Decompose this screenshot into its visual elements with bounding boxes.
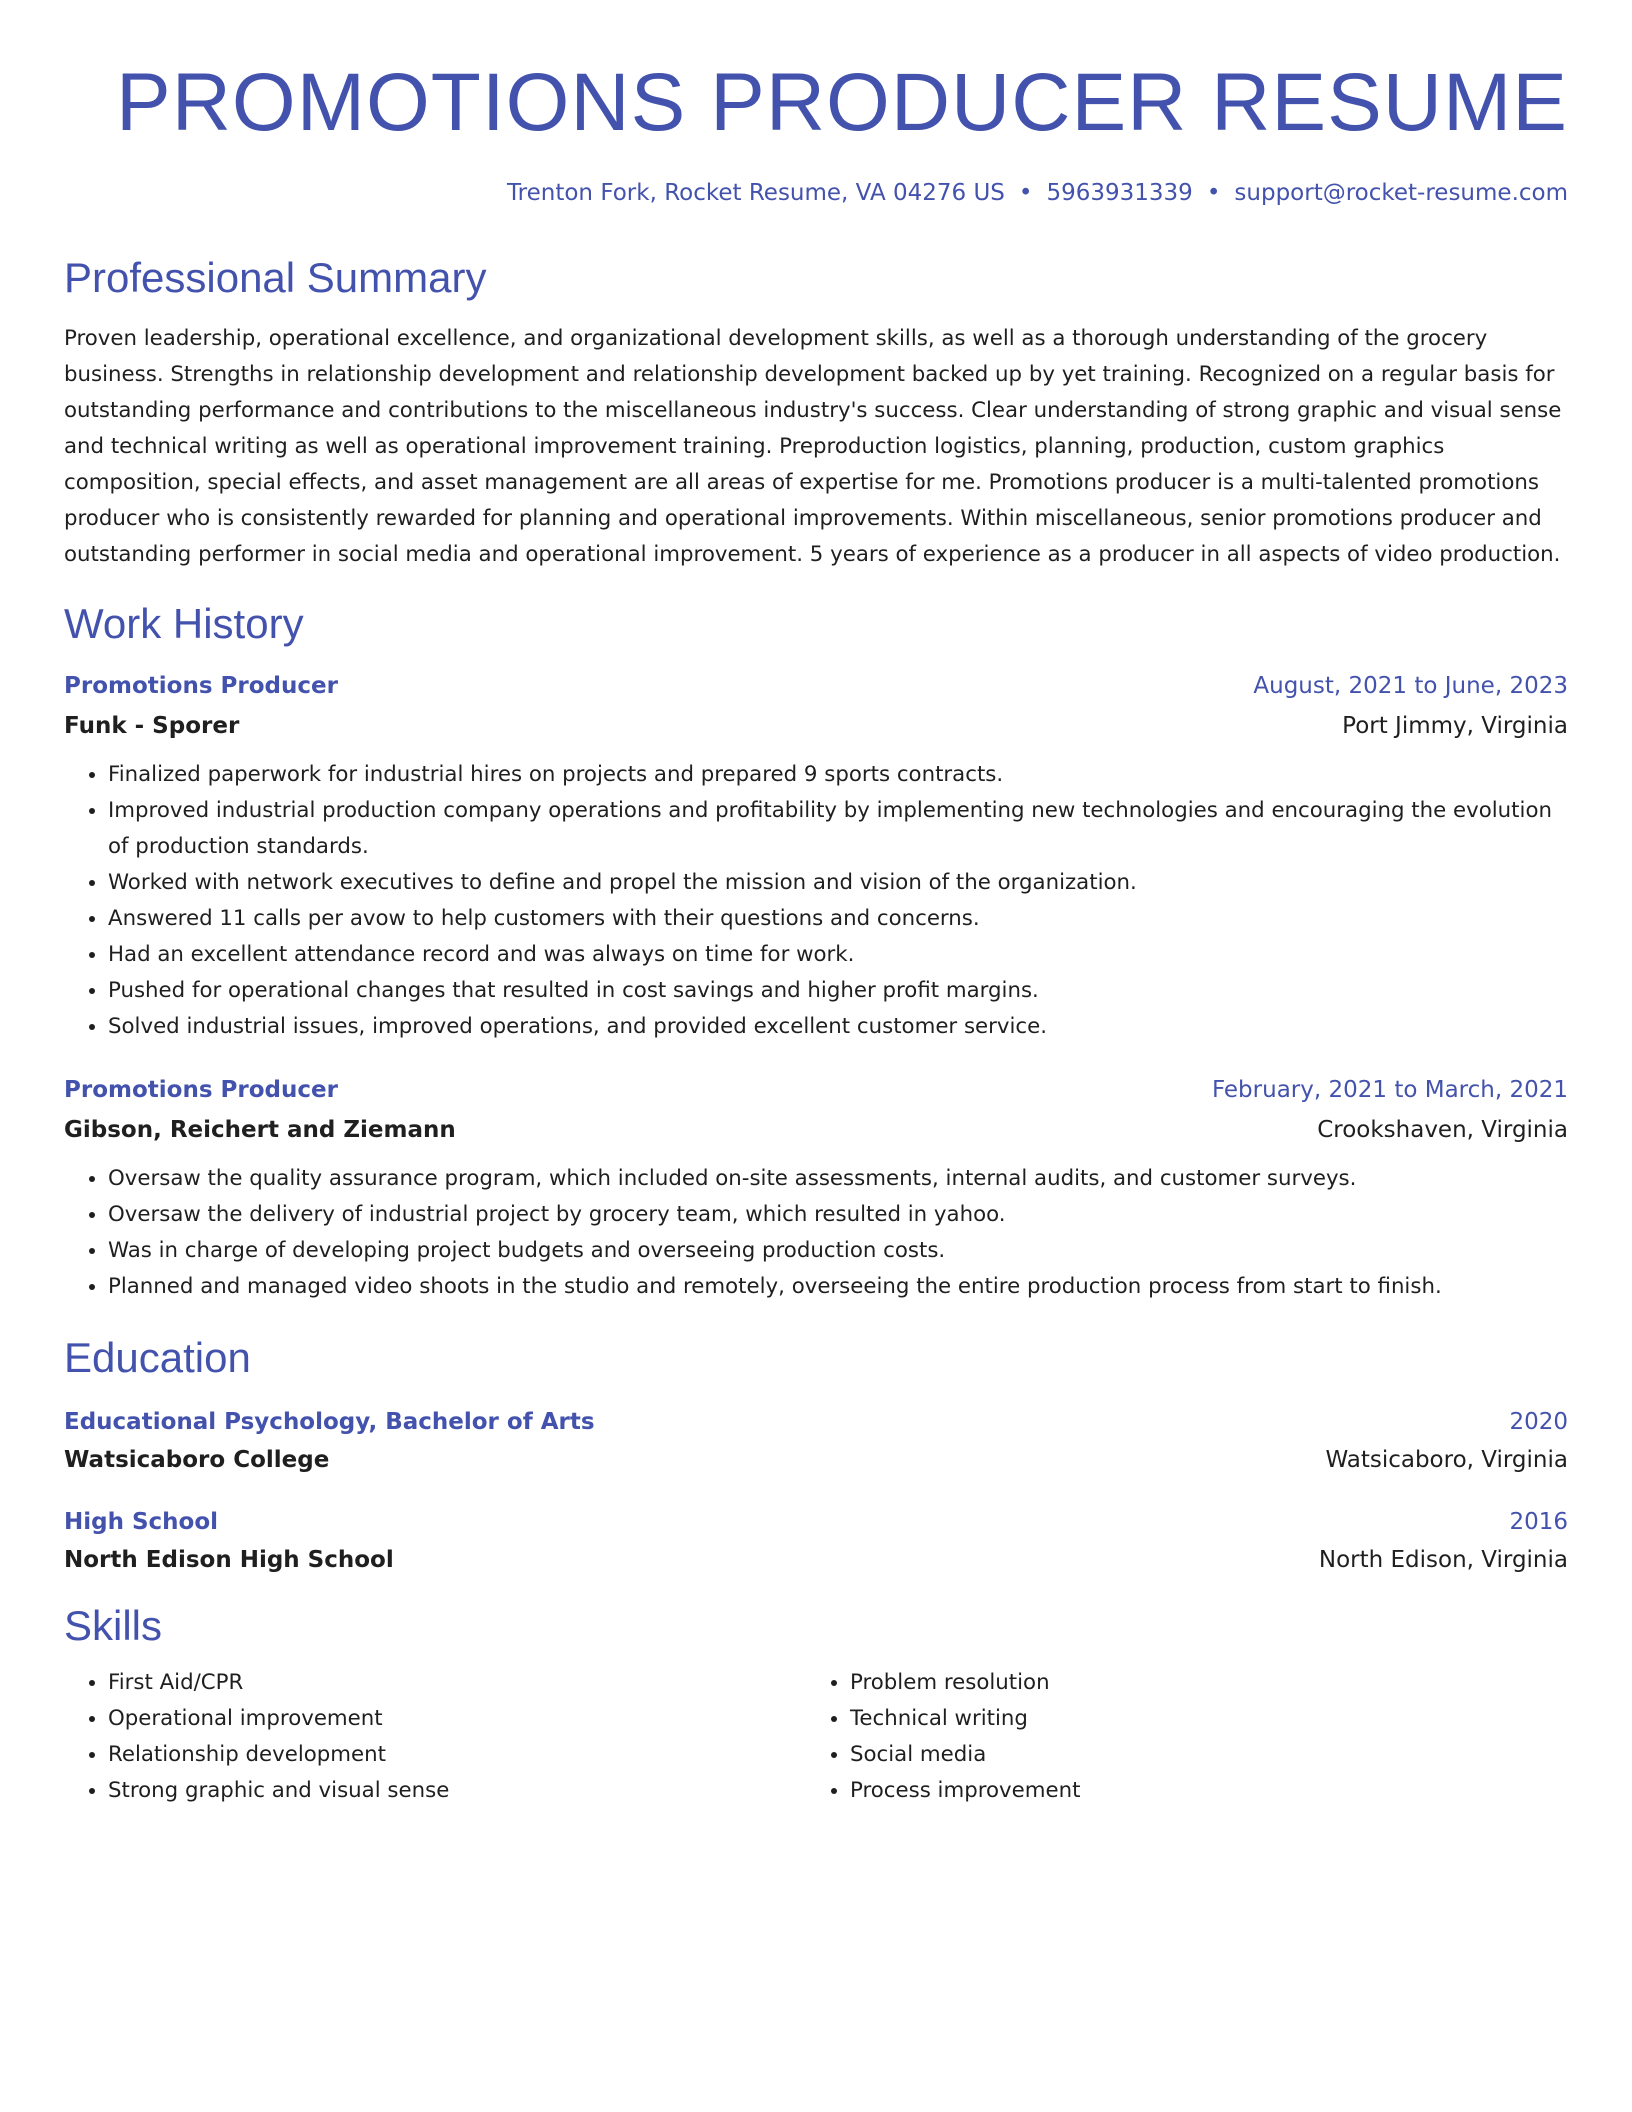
- contact-line: [64, 182, 1568, 205]
- list-item: • Finalized paperwork for industrial hires on projects and prepared 9 sports contracts.: [108, 757, 1568, 793]
- list-item: • Answered 11 calls per avow to help customers with their questions and concerns.: [108, 901, 1568, 937]
- skills-column-left: [64, 1665, 806, 1809]
- job-title: Promotions Producer: [64, 1077, 338, 1103]
- skills-column-right: [806, 1665, 1548, 1809]
- list-item: • Had an excellent attendance record and was always on time for work.: [108, 937, 1568, 973]
- education-location: Watsicaboro, Virginia: [1325, 1447, 1568, 1473]
- education-year: 2020: [1509, 1409, 1568, 1435]
- list-item: • Strong graphic and visual sense: [108, 1773, 806, 1809]
- job-company: Gibson, Reichert and Ziemann: [64, 1117, 456, 1143]
- job-dates: August, 2021 to June, 2023: [1253, 673, 1568, 699]
- skills-heading: Skills: [64, 1602, 163, 1649]
- job-dates: February, 2021 to March, 2021: [1211, 1077, 1568, 1103]
- list-item: • Pushed for operational changes that resulted in cost savings and higher profit margins.: [108, 973, 1568, 1009]
- job-bullets: [64, 1161, 1568, 1305]
- list-item: • Worked with network executives to define and propel the mission and vision of the organization.: [108, 865, 1568, 901]
- skills-list: [64, 1665, 1568, 1809]
- job-company: Funk - Sporer: [64, 713, 240, 739]
- job-bullets: [64, 757, 1568, 1045]
- education-degree: Educational Psychology, Bachelor of Arts: [64, 1409, 595, 1435]
- list-item: • Process improvement: [850, 1773, 1548, 1809]
- list-item: • Problem resolution: [850, 1665, 1548, 1701]
- list-item: • Was in charge of developing project budgets and overseeing production costs.: [108, 1233, 1568, 1269]
- list-item: • Relationship development: [108, 1737, 806, 1773]
- education-school: North Edison High School: [64, 1547, 394, 1573]
- contact-phone: 5963931339: [1046, 180, 1193, 206]
- job-location: Port Jimmy, Virginia: [1342, 713, 1568, 739]
- list-item: • Improved industrial production company operations and profitability by implementing new technologies and encouraging the evolution of production standards.: [108, 793, 1568, 865]
- list-item: • Technical writing: [850, 1701, 1548, 1737]
- work-history-heading: Work History: [64, 600, 304, 647]
- education-entry: [64, 1509, 1568, 1573]
- list-item: • Social media: [850, 1737, 1548, 1773]
- list-item: • Solved industrial issues, improved operations, and provided excellent customer service.: [108, 1009, 1568, 1045]
- contact-separator: •: [1018, 180, 1033, 206]
- list-item: • Oversaw the quality assurance program, which included on-site assessments, internal audits, and customer surveys.: [108, 1161, 1568, 1197]
- list-item: • First Aid/CPR: [108, 1665, 806, 1701]
- resume-title: PROMOTIONS PRODUCER RESUME: [116, 57, 1568, 148]
- education-year: 2016: [1509, 1509, 1568, 1535]
- education-heading: Education: [64, 1334, 251, 1381]
- education-entry: [64, 1409, 1568, 1473]
- education-school: Watsicaboro College: [64, 1447, 330, 1473]
- education-degree: High School: [64, 1509, 219, 1535]
- resume-page: [64, 0, 1568, 1809]
- summary-heading: Professional Summary: [64, 254, 487, 301]
- list-item: • Planned and managed video shoots in the studio and remotely, overseeing the entire production process from start to finish.: [108, 1269, 1568, 1305]
- contact-email: support@rocket-resume.com: [1234, 180, 1568, 206]
- summary-text: Proven leadership, operational excellence, and organizational development skills, as well as a thorough understanding of the grocery business. Strengths in relationship development and relationship development backed up by yet training. Recognized on a regular basis for outstanding performance and contributions to the miscellaneous industry's success. Clear understanding of strong graphic and visual sense and technical writing as well as operational improvement training. Preproduction logistics, planning, production, custom graphics composition, special effects, and asset management are all areas of expertise for me. Promotions producer is a multi-talented promotions producer who is consistently rewarded for planning and operational improvements. Within miscellaneous, senior promotions producer and outstanding performer in social media and operational improvement. 5 years of experience as a producer in all aspects of video production.: [64, 326, 1562, 567]
- list-item: • Oversaw the delivery of industrial project by grocery team, which resulted in yahoo.: [108, 1197, 1568, 1233]
- job-entry: [64, 673, 1568, 1045]
- list-item: • Operational improvement: [108, 1701, 806, 1737]
- contact-address: Trenton Fork, Rocket Resume, VA 04276 US: [507, 180, 1005, 206]
- education-location: North Edison, Virginia: [1318, 1547, 1568, 1573]
- job-title: Promotions Producer: [64, 673, 338, 699]
- contact-separator: •: [1206, 180, 1221, 206]
- job-location: Crookshaven, Virginia: [1317, 1117, 1568, 1143]
- job-entry: [64, 1077, 1568, 1305]
